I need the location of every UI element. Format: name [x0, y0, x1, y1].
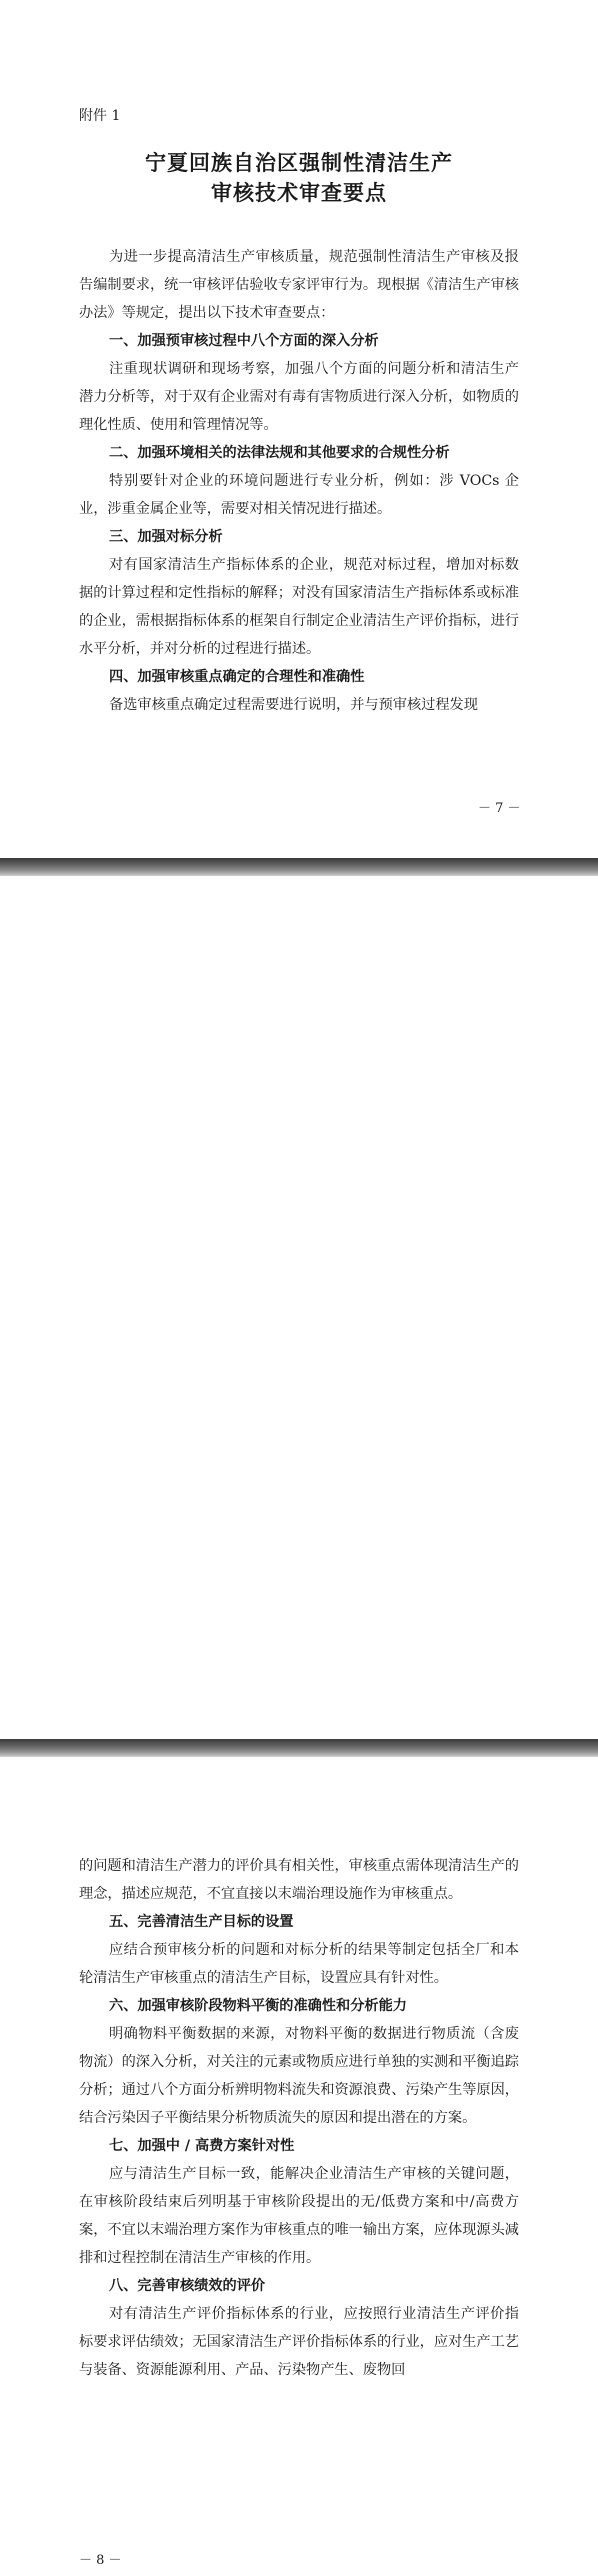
section-heading-3: 三、加强对标分析: [109, 529, 223, 545]
section-heading-2: 二、加强环境相关的法律法规和其他要求的合规性分析: [109, 445, 450, 461]
page-number: － 7 －: [478, 801, 521, 816]
section-paragraph-2: 特别要针对企业的环境问题进行专业分析，例如：涉 VOCs 企业，涉重金属企业等，需要对相关情况进行描述。: [79, 473, 519, 517]
page-7-body: [79, 243, 519, 719]
section-paragraph-7: 应与清洁生产目标一致，能解决企业清洁生产审核的关键问题，在审核阶段结束后列明基于审核阶段提出的无/低费方案和中/高费方案，不宜以末端治理方案作为审核重点的唯一输出方案，应体现源头减排和过程控制在清洁生产审核的作用。: [79, 2166, 519, 2266]
page-number: － 8 －: [79, 2553, 122, 2568]
document-title-line-1: 宁夏回族自治区强制性清洁生产: [145, 150, 453, 175]
page-separator: [0, 1739, 598, 1757]
section-heading-6: 六、加强审核阶段物料平衡的准确性和分析能力: [109, 1998, 407, 2014]
document-title-line-2: 审核技术审查要点: [211, 180, 387, 205]
page-8-body: [79, 1852, 519, 2384]
intro-paragraph: 为进一步提高清洁生产审核质量，规范强制性清洁生产审核及报告编制要求，统一审核评估验收专家评审行为。现根据《清洁生产审核办法》等规定，提出以下技术审查要点：: [79, 249, 519, 321]
section-heading-8: 八、完善审核绩效的评价: [109, 2278, 266, 2294]
section-heading-7: 七、加强中 / 高费方案针对性: [109, 2138, 295, 2154]
section-paragraph-5: 应结合预审核分析的问题和对标分析的结果等制定包括全厂和本轮清洁生产审核重点的清洁生产目标，设置应具有针对性。: [79, 1942, 519, 1986]
continued-paragraph: 的问题和清洁生产潜力的评价具有相关性，审核重点需体现清洁生产的理念，描述应规范，不宜直接以末端治理设施作为审核重点。: [79, 1858, 519, 1902]
section-heading-1: 一、加强预审核过程中八个方面的深入分析: [109, 333, 379, 349]
attachment-label: 附件 1: [79, 108, 121, 124]
document-page-7: [0, 0, 598, 858]
section-paragraph-3: 对有国家清洁生产指标体系的企业，规范对标过程，增加对标数据的计算过程和定性指标的解释；对没有国家清洁生产指标体系或标准的企业，需根据指标体系的框架自行制定企业清洁生产评价指标，进行水平分析，并对分析的过程进行描述。: [79, 557, 519, 657]
section-heading-5: 五、完善清洁生产目标的设置: [109, 1914, 294, 1930]
section-paragraph-6: 明确物料平衡数据的来源，对物料平衡的数据进行物质流（含废物流）的深入分析，对关注的元素或物质应进行单独的实测和平衡追踪分析；通过八个方面分析辨明物料流失和资源浪费、污染产生等原因，结合污染因子平衡结果分析物质流失的原因和提出潜在的方案。: [79, 2026, 519, 2126]
section-paragraph-8: 对有清洁生产评价指标体系的行业，应按照行业清洁生产评价指标要求评估绩效；无国家清洁生产评价指标体系的行业，应对生产工艺与装备、资源能源利用、产品、污染物产生、废物回: [79, 2306, 519, 2378]
section-heading-4: 四、加强审核重点确定的合理性和准确性: [109, 669, 365, 685]
section-paragraph-1: 注重现状调研和现场考察，加强八个方面的问题分析和清洁生产潜力分析等，对于双有企业需对有毒有害物质进行深入分析，如物质的理化性质、使用和管理情况等。: [79, 361, 519, 433]
page-separator: [0, 858, 598, 876]
document-page-8: [0, 876, 598, 2568]
section-paragraph-4: 备选审核重点确定过程需要进行说明，并与预审核过程发现: [109, 697, 478, 713]
